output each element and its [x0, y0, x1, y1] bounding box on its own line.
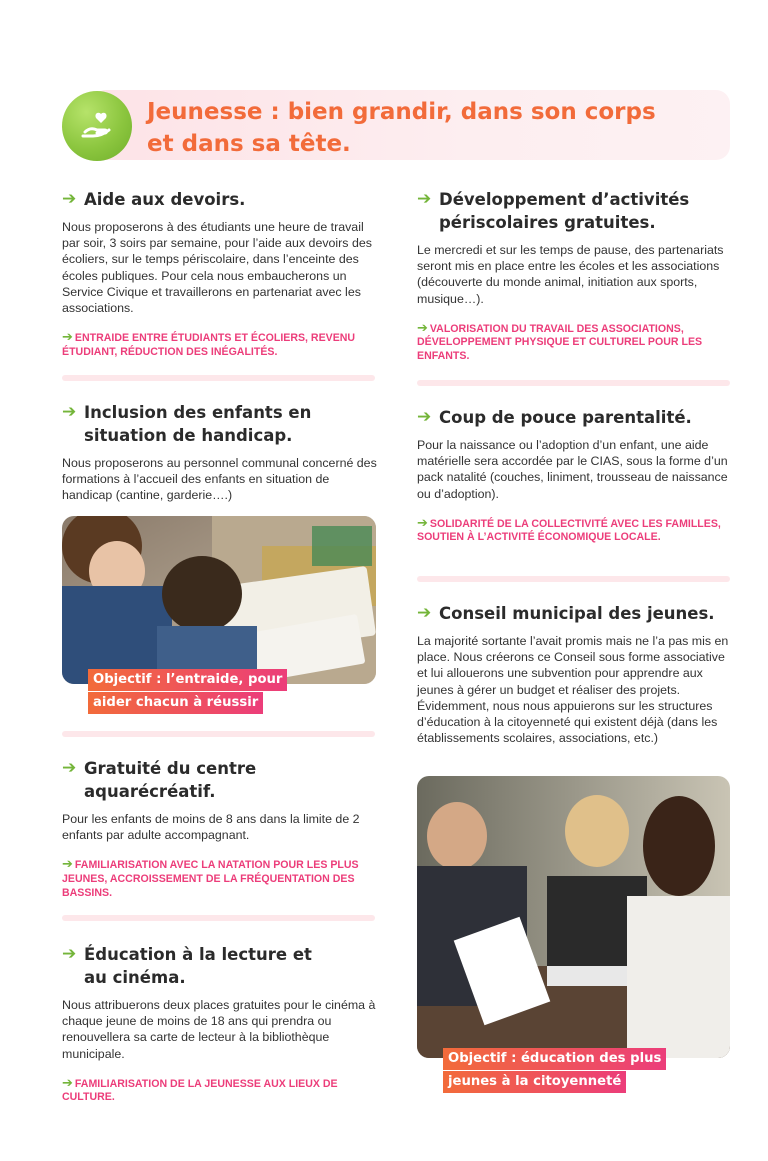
section-title-line2: périscolaires gratuites. [439, 213, 656, 232]
section-title-line1: Aide aux devoirs. [84, 190, 246, 209]
section-divider [417, 380, 730, 386]
section-title-line2: au cinéma. [84, 968, 186, 987]
arrow-right-icon: ➔ [417, 603, 432, 623]
arrow-right-icon: ➔ [62, 1074, 73, 1090]
section-body: Pour la naissance ou l’adoption d’un enfant, une aide matérielle sera accordée par le CIAS, sous la forme d’un pack natalité (couches, liniment, trousseau de naissance ou d’adoption). [417, 438, 728, 501]
section-outcome-text: FAMILIARISATION DE LA JEUNESSE AUX LIEUX DE CULTURE. [62, 1077, 338, 1104]
section-body: Nous attribuerons deux places gratuites pour le cinéma à chaque jeune de moins de 18 ans qui prendra ou renouvellera sa carte de lecteur à la bibliothèque municipale. [62, 998, 376, 1061]
arrow-right-icon: ➔ [417, 319, 428, 335]
section-outcome-text: FAMILIARISATION AVEC LA NATATION POUR LES PLUS JEUNES, ACCROISSEMENT DE LA FRÉQUENTATION DES BASSINS. [62, 859, 359, 899]
section-aquarecreatif [62, 757, 378, 900]
section-title [62, 943, 378, 989]
section-title [417, 602, 733, 625]
arrow-right-icon: ➔ [62, 329, 73, 345]
caption-line1: Objectif : éducation des plus [443, 1048, 666, 1070]
section-title-line2: aquarécréatif. [84, 782, 216, 801]
photo-youth-council [417, 776, 730, 1058]
caption-line1: Objectif : l’entraide, pour [88, 669, 287, 691]
arrow-right-icon: ➔ [62, 402, 77, 422]
section-divider [62, 375, 375, 381]
section-divider [62, 731, 375, 737]
section-outcome [417, 516, 733, 545]
section-outcome-text: ENTRAIDE ENTRE ÉTUDIANTS ET ÉCOLIERS, REVENU ÉTUDIANT, RÉDUCTION DES INÉGALITÉS. [62, 332, 356, 358]
section-periscolaire [417, 188, 733, 364]
section-body: Nous proposerons à des étudiants une heure de travail par soir, 3 soirs par semaine, pour l’aide aux devoirs des écoliers, sur le temps périscolaire, dans l’enceinte des écoles publiques. Pour cela nous embaucherons un Service Civique et travaillerons en partenariat avec les associations. [62, 220, 372, 316]
section-outcome [62, 857, 378, 900]
arrow-right-icon: ➔ [62, 758, 77, 778]
section-title [62, 401, 378, 447]
section-title [417, 406, 733, 429]
arrow-right-icon: ➔ [417, 407, 432, 427]
section-body: Nous proposerons au personnel communal concerné des formations à l’accueil des enfants en situation de handicap (cantine, garderie….) [62, 456, 377, 503]
section-title-line1: Gratuité du centre [84, 759, 257, 778]
section-outcome [62, 330, 378, 359]
arrow-right-icon: ➔ [417, 189, 432, 209]
arrow-right-icon: ➔ [62, 189, 77, 209]
section-outcome-text: VALORISATION DU TRAVAIL DES ASSOCIATIONS, DÉVELOPPEMENT PHYSIQUE ET CULTUREL POUR LES ENFANTS. [417, 322, 703, 362]
header-badge [62, 91, 132, 161]
section-title-line1: Conseil municipal des jeunes. [439, 604, 715, 623]
section-divider [417, 576, 730, 582]
section-body: La majorité sortante l’avait promis mais ne l’a pas mis en place. Nous créerons ce Conseil sous forme associative et lui allouerons une subvention pour apprendre aux jeunes à gérer un budget et réaliser des projets. Évidemment, nous nous appuierons sur les structures d’éducation à la citoyenneté qui existent déjà (dans les établissements scolaires, associations, etc.) [417, 634, 729, 746]
section-title [62, 188, 378, 211]
arrow-right-icon: ➔ [417, 514, 428, 530]
page-title-line2: et dans sa tête. [147, 131, 351, 157]
page-title-line1: Jeunesse : bien grandir, dans son corps [147, 99, 656, 125]
section-body: Pour les enfants de moins de 8 ans dans la limite de 2 enfants par adulte accompagnant. [62, 812, 360, 843]
section-conseil-jeunes [417, 602, 733, 746]
caption-line2: aider chacun à réussir [88, 692, 263, 714]
section-title-line1: Développement d’activités [439, 190, 690, 209]
section-title-line1: Inclusion des enfants en [84, 403, 312, 422]
section-title [417, 188, 733, 234]
section-body: Le mercredi et sur les temps de pause, des partenariats seront mis en place entre les écoles et les associations (découverte du monde animal, initiation aux sports, musique…). [417, 243, 724, 306]
section-outcome [417, 321, 733, 364]
section-title-line1: Éducation à la lecture et [84, 945, 312, 964]
section-title [62, 757, 378, 803]
section-title-line1: Coup de pouce parentalité. [439, 408, 692, 427]
section-aide-devoirs [62, 188, 378, 359]
photo-caption-left [88, 669, 287, 715]
photo-caption-right [443, 1048, 666, 1094]
council-photo-image [417, 776, 730, 1058]
section-outcome [62, 1076, 378, 1105]
section-parentalite [417, 406, 733, 545]
arrow-right-icon: ➔ [62, 944, 77, 964]
homework-photo-image [62, 516, 376, 684]
section-divider [62, 915, 375, 921]
caption-line2: jeunes à la citoyenneté [443, 1071, 626, 1093]
section-inclusion-handicap [62, 401, 378, 504]
section-lecture-cinema [62, 943, 378, 1105]
section-title-line2: situation de handicap. [84, 426, 293, 445]
section-outcome-text: SOLIDARITÉ DE LA COLLECTIVITÉ AVEC LES FAMILLES, SOUTIEN À L’ACTIVITÉ ÉCONOMIQUE LOCALE. [417, 517, 721, 544]
page-title [147, 96, 707, 160]
hand-holding-heart-icon [79, 108, 115, 144]
arrow-right-icon: ➔ [62, 856, 73, 872]
photo-homework-help [62, 516, 376, 684]
